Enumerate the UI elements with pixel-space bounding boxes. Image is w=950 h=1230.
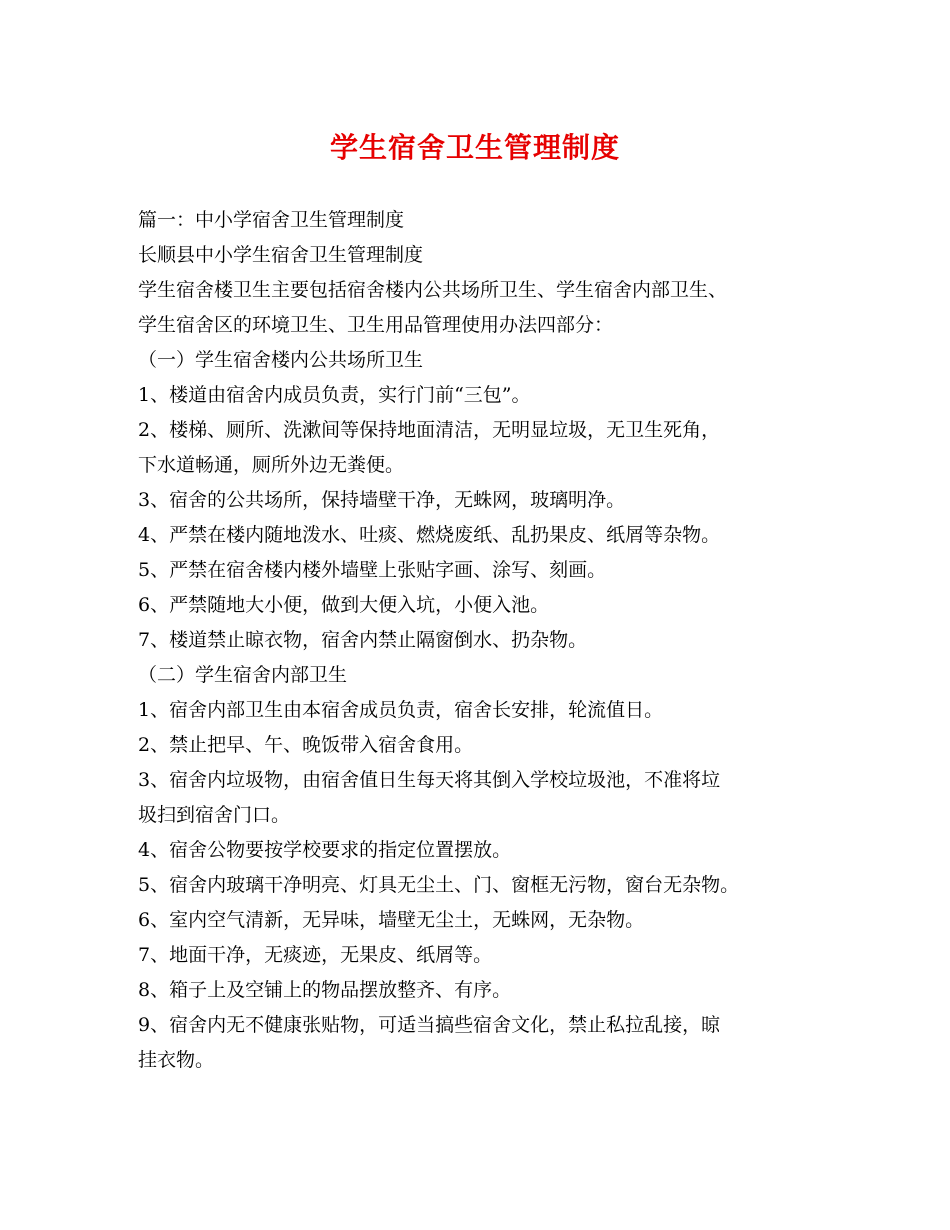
text-line: 下水道畅通，厕所外边无粪便。 xyxy=(138,454,405,476)
text-line: 学生宿舍楼卫生主要包括宿舍楼内公共场所卫生、学生宿舍内部卫生、 xyxy=(138,279,728,301)
section-heading: （一）学生宿舍楼内公共场所卫生 xyxy=(138,349,424,371)
text-line: 5、严禁在宿舍楼内楼外墙壁上张贴字画、涂写、刻画。 xyxy=(138,559,607,581)
text-line: 篇一：中小学宿舍卫生管理制度 xyxy=(138,209,405,231)
text-line: 圾扫到宿舍门口。 xyxy=(138,804,291,826)
document-title: 学生宿舍卫生管理制度 xyxy=(329,131,620,164)
text-line: 9、宿舍内无不健康张贴物，可适当搞些宿舍文化，禁止私拉乱接，晾 xyxy=(138,1014,721,1036)
text-line: 6、室内空气清新，无异味，墙壁无尘土，无蛛网，无杂物。 xyxy=(138,909,645,931)
text-line: 6、严禁随地大小便，做到大便入坑，小便入池。 xyxy=(138,594,550,616)
text-line: 学生宿舍区的环境卫生、卫生用品管理使用办法四部分： xyxy=(138,314,614,336)
text-line: 1、楼道由宿舍内成员负责，实行门前“三包”。 xyxy=(138,384,531,406)
text-line: 3、宿舍内垃圾物，由宿舍值日生每天将其倒入学校垃圾池，不准将垃 xyxy=(138,769,721,791)
text-line: 长顺县中小学生宿舍卫生管理制度 xyxy=(138,244,424,266)
text-line: 7、地面干净，无痰迹，无果皮、纸屑等。 xyxy=(138,944,493,966)
text-line: 挂衣物。 xyxy=(138,1049,215,1071)
text-line: 2、楼梯、厕所、洗漱间等保持地面清洁，无明显垃圾，无卫生死角， xyxy=(138,419,721,441)
section-heading: （二）学生宿舍内部卫生 xyxy=(138,664,348,686)
text-line: 7、楼道禁止晾衣物，宿舍内禁止隔窗倒水、扔杂物。 xyxy=(138,629,588,651)
text-line: 2、禁止把早、午、晚饭带入宿舍食用。 xyxy=(138,734,474,756)
text-line: 8、箱子上及空铺上的物品摆放整齐、有序。 xyxy=(138,979,512,1001)
text-line: 1、宿舍内部卫生由本宿舍成员负责，宿舍长安排，轮流值日。 xyxy=(138,699,664,721)
document-body xyxy=(138,203,838,1078)
text-line: 4、严禁在楼内随地泼水、吐痰、燃烧废纸、乱扔果皮、纸屑等杂物。 xyxy=(138,524,721,546)
text-line: 5、宿舍内玻璃干净明亮、灯具无尘土、门、窗框无污物，窗台无杂物。 xyxy=(138,874,740,896)
text-line: 3、宿舍的公共场所，保持墙壁干净，无蛛网，玻璃明净。 xyxy=(138,489,626,511)
text-line: 4、宿舍公物要按学校要求的指定位置摆放。 xyxy=(138,839,512,861)
